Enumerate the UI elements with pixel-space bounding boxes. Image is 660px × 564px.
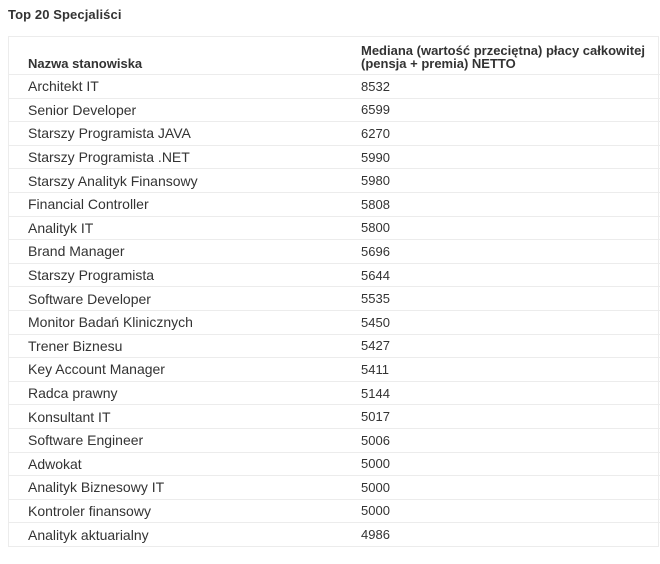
position-name-cell: Senior Developer <box>9 98 350 122</box>
table-row <box>9 428 660 452</box>
position-name-cell: Kontroler finansowy <box>9 499 350 523</box>
table-row <box>9 358 660 382</box>
position-name-cell: Monitor Badań Klinicznych <box>9 310 350 334</box>
position-name-cell: Trener Biznesu <box>9 334 350 358</box>
position-name-cell: Adwokat <box>9 452 350 476</box>
table-row <box>9 240 660 264</box>
position-name-cell: Analityk aktuarialny <box>28 526 149 543</box>
table-row <box>9 263 660 287</box>
table-row <box>9 75 660 99</box>
salary-value-cell: 5696 <box>350 240 660 264</box>
table-body <box>9 75 660 546</box>
position-name-cell: Starszy Programista JAVA <box>9 122 350 146</box>
table-row <box>9 310 660 334</box>
salary-value-cell: 5800 <box>350 216 660 240</box>
table-row <box>9 523 660 546</box>
table-row <box>9 216 660 240</box>
salary-value-cell: 5411 <box>350 358 660 382</box>
salary-value-cell: 5450 <box>350 310 660 334</box>
position-name-cell: Starszy Analityk Finansowy <box>9 169 350 193</box>
table-row <box>9 169 660 193</box>
table-row <box>9 287 660 311</box>
position-name-cell: Radca prawny <box>9 381 350 405</box>
table-row <box>9 405 660 429</box>
position-name-cell: Key Account Manager <box>9 358 350 382</box>
table-row <box>9 499 660 523</box>
position-name-cell: Software Engineer <box>9 428 350 452</box>
position-name-cell: Starszy Programista .NET <box>9 145 350 169</box>
position-name-cell: Konsultant IT <box>9 405 350 429</box>
salary-value-cell: 5000 <box>350 476 660 500</box>
salary-value-cell: 4986 <box>361 527 390 543</box>
table-row <box>9 476 660 500</box>
column-header-salary: Mediana (wartość przeciętna) płacy całkowitej (pensja + premia) NETTO <box>350 37 660 75</box>
column-header-position: Nazwa stanowiska <box>9 37 350 75</box>
salary-value-cell: 5808 <box>350 192 660 216</box>
salary-value-cell: 5990 <box>350 145 660 169</box>
table-row <box>9 334 660 358</box>
position-name-cell: Analityk Biznesowy IT <box>9 476 350 500</box>
salary-value-cell: 5144 <box>350 381 660 405</box>
salary-value-cell: 5000 <box>350 499 660 523</box>
table-row <box>9 145 660 169</box>
table-row <box>9 381 660 405</box>
salary-value-cell: 8532 <box>350 75 660 99</box>
table-row <box>9 192 660 216</box>
salary-table <box>8 36 659 547</box>
position-name-cell: Software Developer <box>9 287 350 311</box>
salary-value-cell: 5644 <box>350 263 660 287</box>
salary-value-cell: 5535 <box>350 287 660 311</box>
salary-value-cell: 6599 <box>350 98 660 122</box>
salary-value-cell: 5006 <box>350 428 660 452</box>
table-row <box>9 452 660 476</box>
salary-value-cell: 5017 <box>350 405 660 429</box>
table-row <box>9 122 660 146</box>
position-name-cell: Brand Manager <box>9 240 350 264</box>
position-name-cell: Architekt IT <box>9 75 350 99</box>
table-row <box>9 98 660 122</box>
page-title: Top 20 Specjaliści <box>8 7 122 22</box>
position-name-cell: Financial Controller <box>9 192 350 216</box>
salary-value-cell: 5427 <box>350 334 660 358</box>
salary-value-cell: 5000 <box>350 452 660 476</box>
salary-value-cell: 6270 <box>350 122 660 146</box>
salary-value-cell: 5980 <box>350 169 660 193</box>
position-name-cell: Analityk IT <box>9 216 350 240</box>
table-header-row <box>9 37 660 75</box>
position-name-cell: Starszy Programista <box>9 263 350 287</box>
